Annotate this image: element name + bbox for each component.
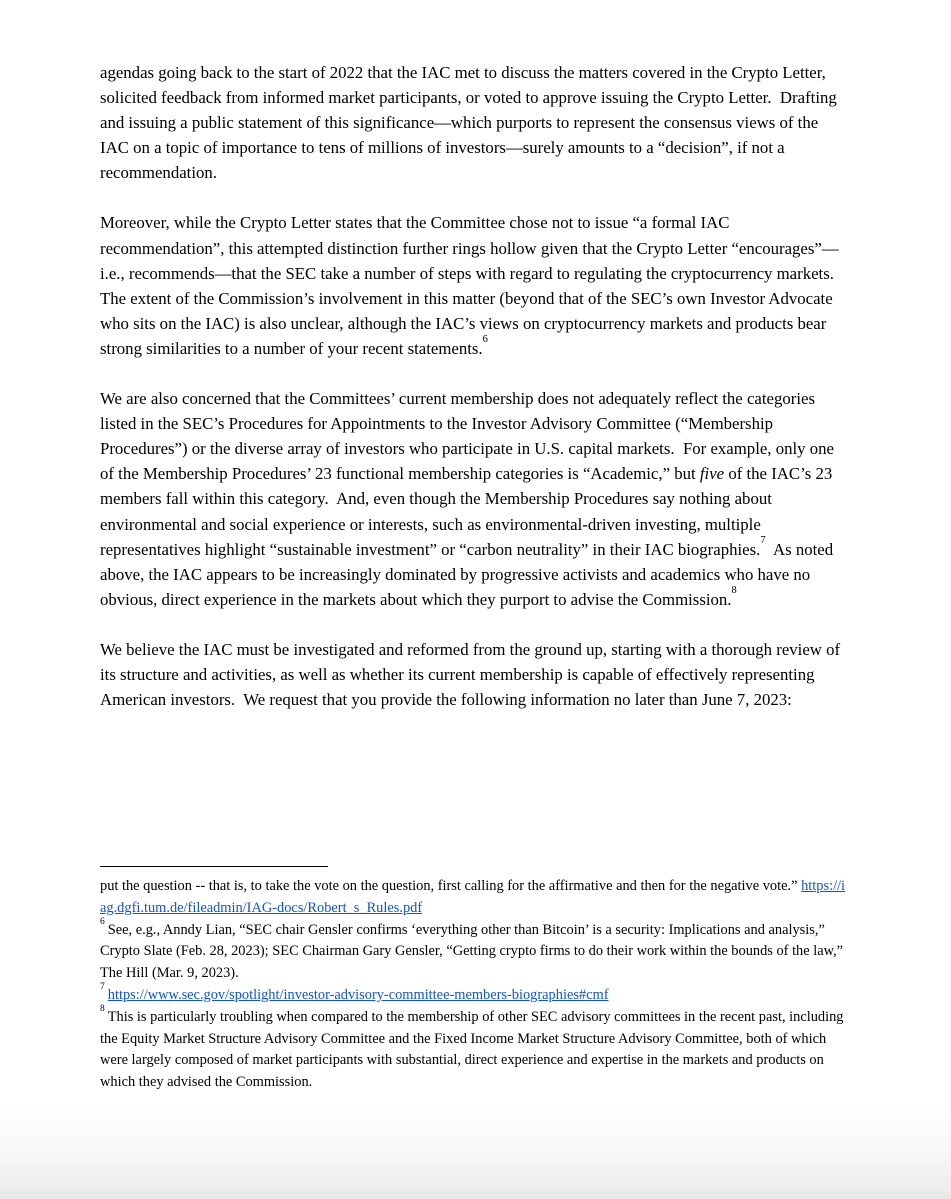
footnote-reference-8: 8 [731, 584, 737, 596]
footnote-7-marker: 7 [100, 981, 105, 992]
footnote-8-marker: 8 [100, 1003, 105, 1014]
paragraph-2-text: Moreover, while the Crypto Letter states that the Committee chose not to issue “a formal IAC recommendation”, this attempted distinction further rings hollow given that the Crypto Letter “encourages”—i.e., recommends—that the SEC take a number of steps with regard to regulating the cryptocurrency markets. The extent of the Commission’s involvement in this matter (beyond that of the SEC’s own Investor Advocate who sits on the IAC) is also unclear, although the IAC’s views on cryptocurrency markets and products bear strong similarities to a number of your recent statements. [100, 213, 843, 358]
footnote-6-text: See, e.g., Anndy Lian, “SEC chair Gensler confirms ‘everything other than Bitcoin’ is a security: Implications and analysis,” Crypto Slate (Feb. 28, 2023); SEC Chairman Gary Gensler, “Getting crypto firms to do their work within the bounds of the law,” The Hill (Mar. 9, 2023). [100, 921, 847, 982]
footnote-section [100, 866, 850, 1094]
paragraph-4: We believe the IAC must be investigated and reformed from the ground up, starting with a thorough review of its structure and activities, as well as whether its current membership is capable of effectively representing American investors. We request that you provide the following information no later than June 7, 2023: [100, 639, 845, 710]
footnote-8 [100, 1003, 850, 1094]
footnote-6 [100, 916, 850, 985]
italic-word-five: five [699, 464, 725, 484]
letter-body [100, 60, 848, 712]
page-bottom-edge [0, 1104, 951, 1199]
footnote-separator [100, 866, 328, 867]
footnote-7 [100, 981, 850, 1007]
footnote-5-text: put the question -- that is, to take the vote on the question, first calling for the affirmative and then for the negative vote.” [100, 878, 802, 894]
footnote-8-text: This is particularly troubling when compared to the membership of other SEC advisory committees in the recent past, including the Equity Market Structure Advisory Committee and the Fixed Income Market Structure Advisory Committee, both of which were largely composed of market participants with substantial, direct experience and expertise in the markets and products on which they advised the Commission. [100, 1008, 848, 1091]
paragraph-2 [100, 210, 848, 361]
footnote-reference-6: 6 [482, 334, 488, 346]
footnote-7-link[interactable]: https://www.sec.gov/spotlight/investor-advisory-committee-members-biographies#cmf [107, 986, 609, 1003]
paragraph-3 [100, 386, 848, 612]
paragraph-3-text-1: We are also concerned that the Committees’ current membership does not adequately reflect the categories listed in the SEC’s Procedures for Appointments to the Investor Advisory Committee (“Membership Procedures”) or the diverse array of investors who participate in U.S. capital markets. For example, only one of the Membership Procedures’ 23 functional membership categories is “Academic,” but [100, 389, 839, 484]
footnote-6-marker: 6 [100, 916, 105, 927]
footnote-5-link[interactable]: https://iag.dgfi.tum.de/fileadmin/IAG-docs/Robert_s_Rules.pdf [100, 878, 846, 916]
footnote-5-continuation [100, 876, 850, 920]
paragraph-3-text-2: of the IAC’s 23 members fall within this category. And, even though the Membership Procedures say nothing about environmental and social experience or interests, such as environmental-driven investing, multiple representatives highlight “sustainable investment” or “carbon neutrality” in their IAC biographies. [100, 464, 837, 559]
paragraph-3-text-3: As noted above, the IAC appears to be increasingly dominated by progressive activists and academics who have no obvious, direct experience in the markets about which they purport to advise the Commission. [100, 539, 838, 609]
footnote-reference-7: 7 [760, 534, 766, 546]
paragraph-1: agendas going back to the start of 2022 that the IAC met to discuss the matters covered in the Crypto Letter, solicited feedback from informed market participants, or voted to approve issuing the Crypto Letter. Drafting and issuing a public statement of this significance—which purports to represent the consensus views of the IAC on a topic of importance to tens of millions of investors—surely amounts to a “decision”, if not a recommendation. [100, 63, 841, 183]
